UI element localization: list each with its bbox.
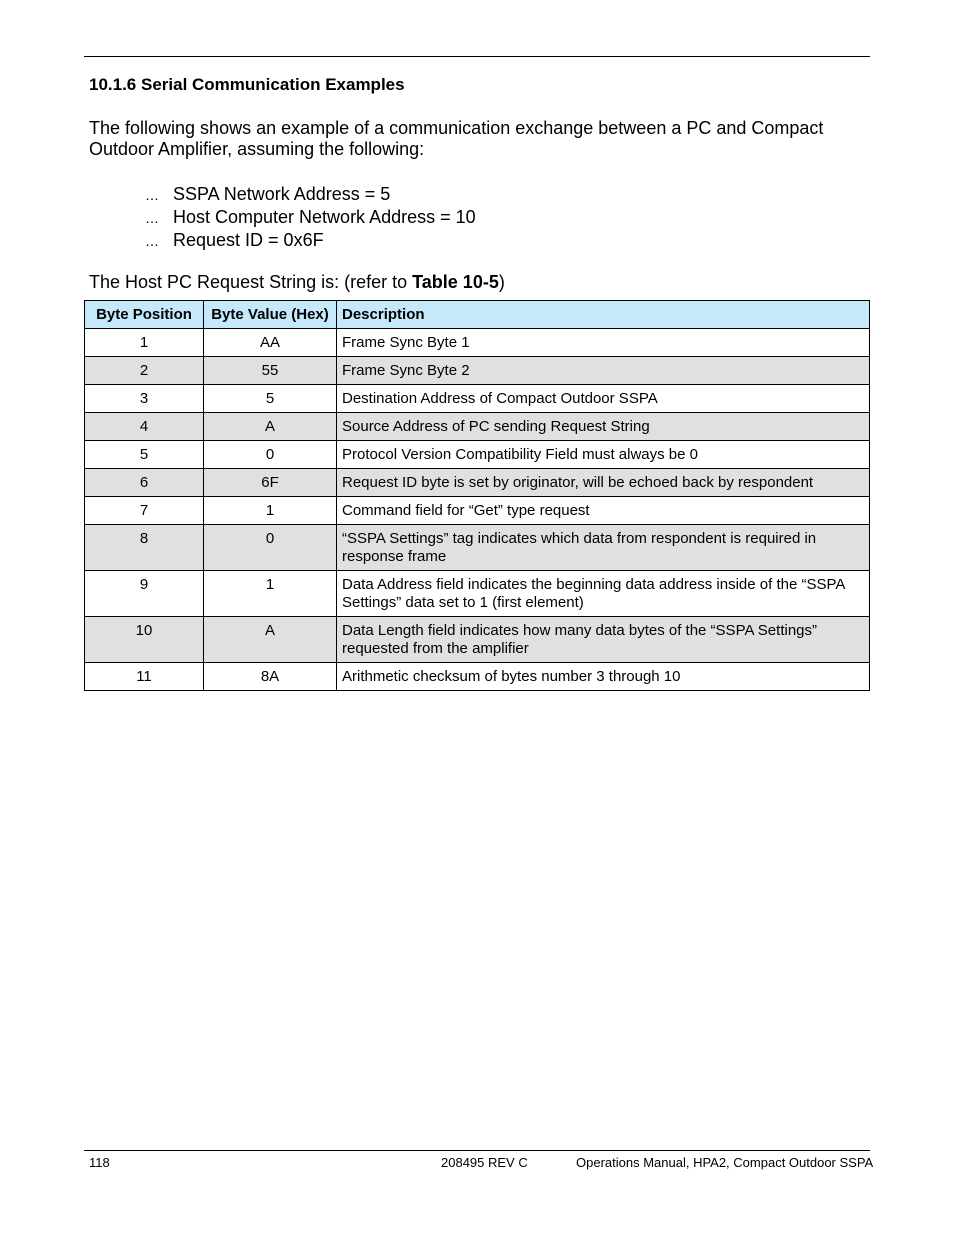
bullet-marker: … <box>145 233 159 249</box>
cell-byte-position: 10 <box>85 617 204 663</box>
cell-description: Arithmetic checksum of bytes number 3 through 10 <box>337 663 870 691</box>
cell-byte-value: AA <box>204 329 337 357</box>
document-title: Operations Manual, HPA2, Compact Outdoor SSPA <box>576 1155 874 1170</box>
cell-description: Data Length field indicates how many data bytes of the “SSPA Settings” requested from the amplifier <box>337 617 870 663</box>
table-row <box>85 617 870 663</box>
table-row <box>85 469 870 497</box>
section-heading: 10.1.6 Serial Communication Examples <box>89 75 405 94</box>
cell-byte-position: 6 <box>85 469 204 497</box>
table-row <box>85 663 870 691</box>
cell-byte-value: 0 <box>204 441 337 469</box>
cell-byte-position: 11 <box>85 663 204 691</box>
cell-byte-value: 1 <box>204 497 337 525</box>
bullet-marker: … <box>145 187 159 203</box>
cell-byte-position: 8 <box>85 525 204 571</box>
table-row <box>85 441 870 469</box>
table-row <box>85 413 870 441</box>
request-string-table <box>84 300 870 691</box>
list-item-text: Request ID = 0x6F <box>173 230 324 250</box>
table-row <box>85 329 870 357</box>
table-lead-text <box>89 272 505 293</box>
page-number: 118 <box>89 1155 110 1170</box>
cell-description: Frame Sync Byte 1 <box>337 329 870 357</box>
cell-byte-position: 3 <box>85 385 204 413</box>
cell-byte-value: 5 <box>204 385 337 413</box>
cell-byte-value: 1 <box>204 571 337 617</box>
lead-close: ) <box>498 272 505 292</box>
cell-description: Frame Sync Byte 2 <box>337 357 870 385</box>
table-header-row <box>85 301 870 329</box>
list-item <box>145 206 476 229</box>
bullet-marker: … <box>145 210 159 226</box>
table-reference: Table 10-5 <box>412 272 499 292</box>
list-item-text: SSPA Network Address = 5 <box>173 184 391 204</box>
cell-description: Data Address field indicates the beginning data address inside of the “SSPA Settings” data set to 1 (first element) <box>337 571 870 617</box>
cell-description: Request ID byte is set by originator, will be echoed back by respondent <box>337 469 870 497</box>
header-byte-position: Byte Position <box>85 301 204 329</box>
cell-byte-value: 6F <box>204 469 337 497</box>
cell-byte-position: 5 <box>85 441 204 469</box>
intro-paragraph: The following shows an example of a communication exchange between a PC and Compact Outdoor Amplifier, assuming the following: <box>89 118 824 159</box>
cell-description: Destination Address of Compact Outdoor SSPA <box>337 385 870 413</box>
header-rule <box>84 56 870 57</box>
header-description: Description <box>337 301 870 329</box>
cell-description: Protocol Version Compatibility Field must always be 0 <box>337 441 870 469</box>
list-item-text: Host Computer Network Address = 10 <box>173 207 476 227</box>
cell-byte-value: A <box>204 413 337 441</box>
cell-byte-value: A <box>204 617 337 663</box>
cell-byte-position: 4 <box>85 413 204 441</box>
cell-byte-value: 55 <box>204 357 337 385</box>
table-row <box>85 385 870 413</box>
table-row <box>85 571 870 617</box>
cell-description: “SSPA Settings” tag indicates which data from respondent is required in response frame <box>337 525 870 571</box>
list-item <box>145 229 476 252</box>
cell-byte-position: 7 <box>85 497 204 525</box>
list-item <box>145 183 476 206</box>
cell-byte-value: 8A <box>204 663 337 691</box>
lead-text: The Host PC Request String is: (refer to <box>89 272 413 292</box>
table-row <box>85 497 870 525</box>
cell-byte-position: 1 <box>85 329 204 357</box>
cell-description: Command field for “Get” type request <box>337 497 870 525</box>
cell-byte-position: 2 <box>85 357 204 385</box>
cell-byte-value: 0 <box>204 525 337 571</box>
cell-byte-position: 9 <box>85 571 204 617</box>
table-row <box>85 525 870 571</box>
document-number: 208495 REV C <box>441 1155 528 1170</box>
footer-rule <box>84 1150 870 1151</box>
cell-description: Source Address of PC sending Request String <box>337 413 870 441</box>
assumptions-list <box>145 183 476 252</box>
header-byte-value: Byte Value (Hex) <box>204 301 337 329</box>
table-row <box>85 357 870 385</box>
